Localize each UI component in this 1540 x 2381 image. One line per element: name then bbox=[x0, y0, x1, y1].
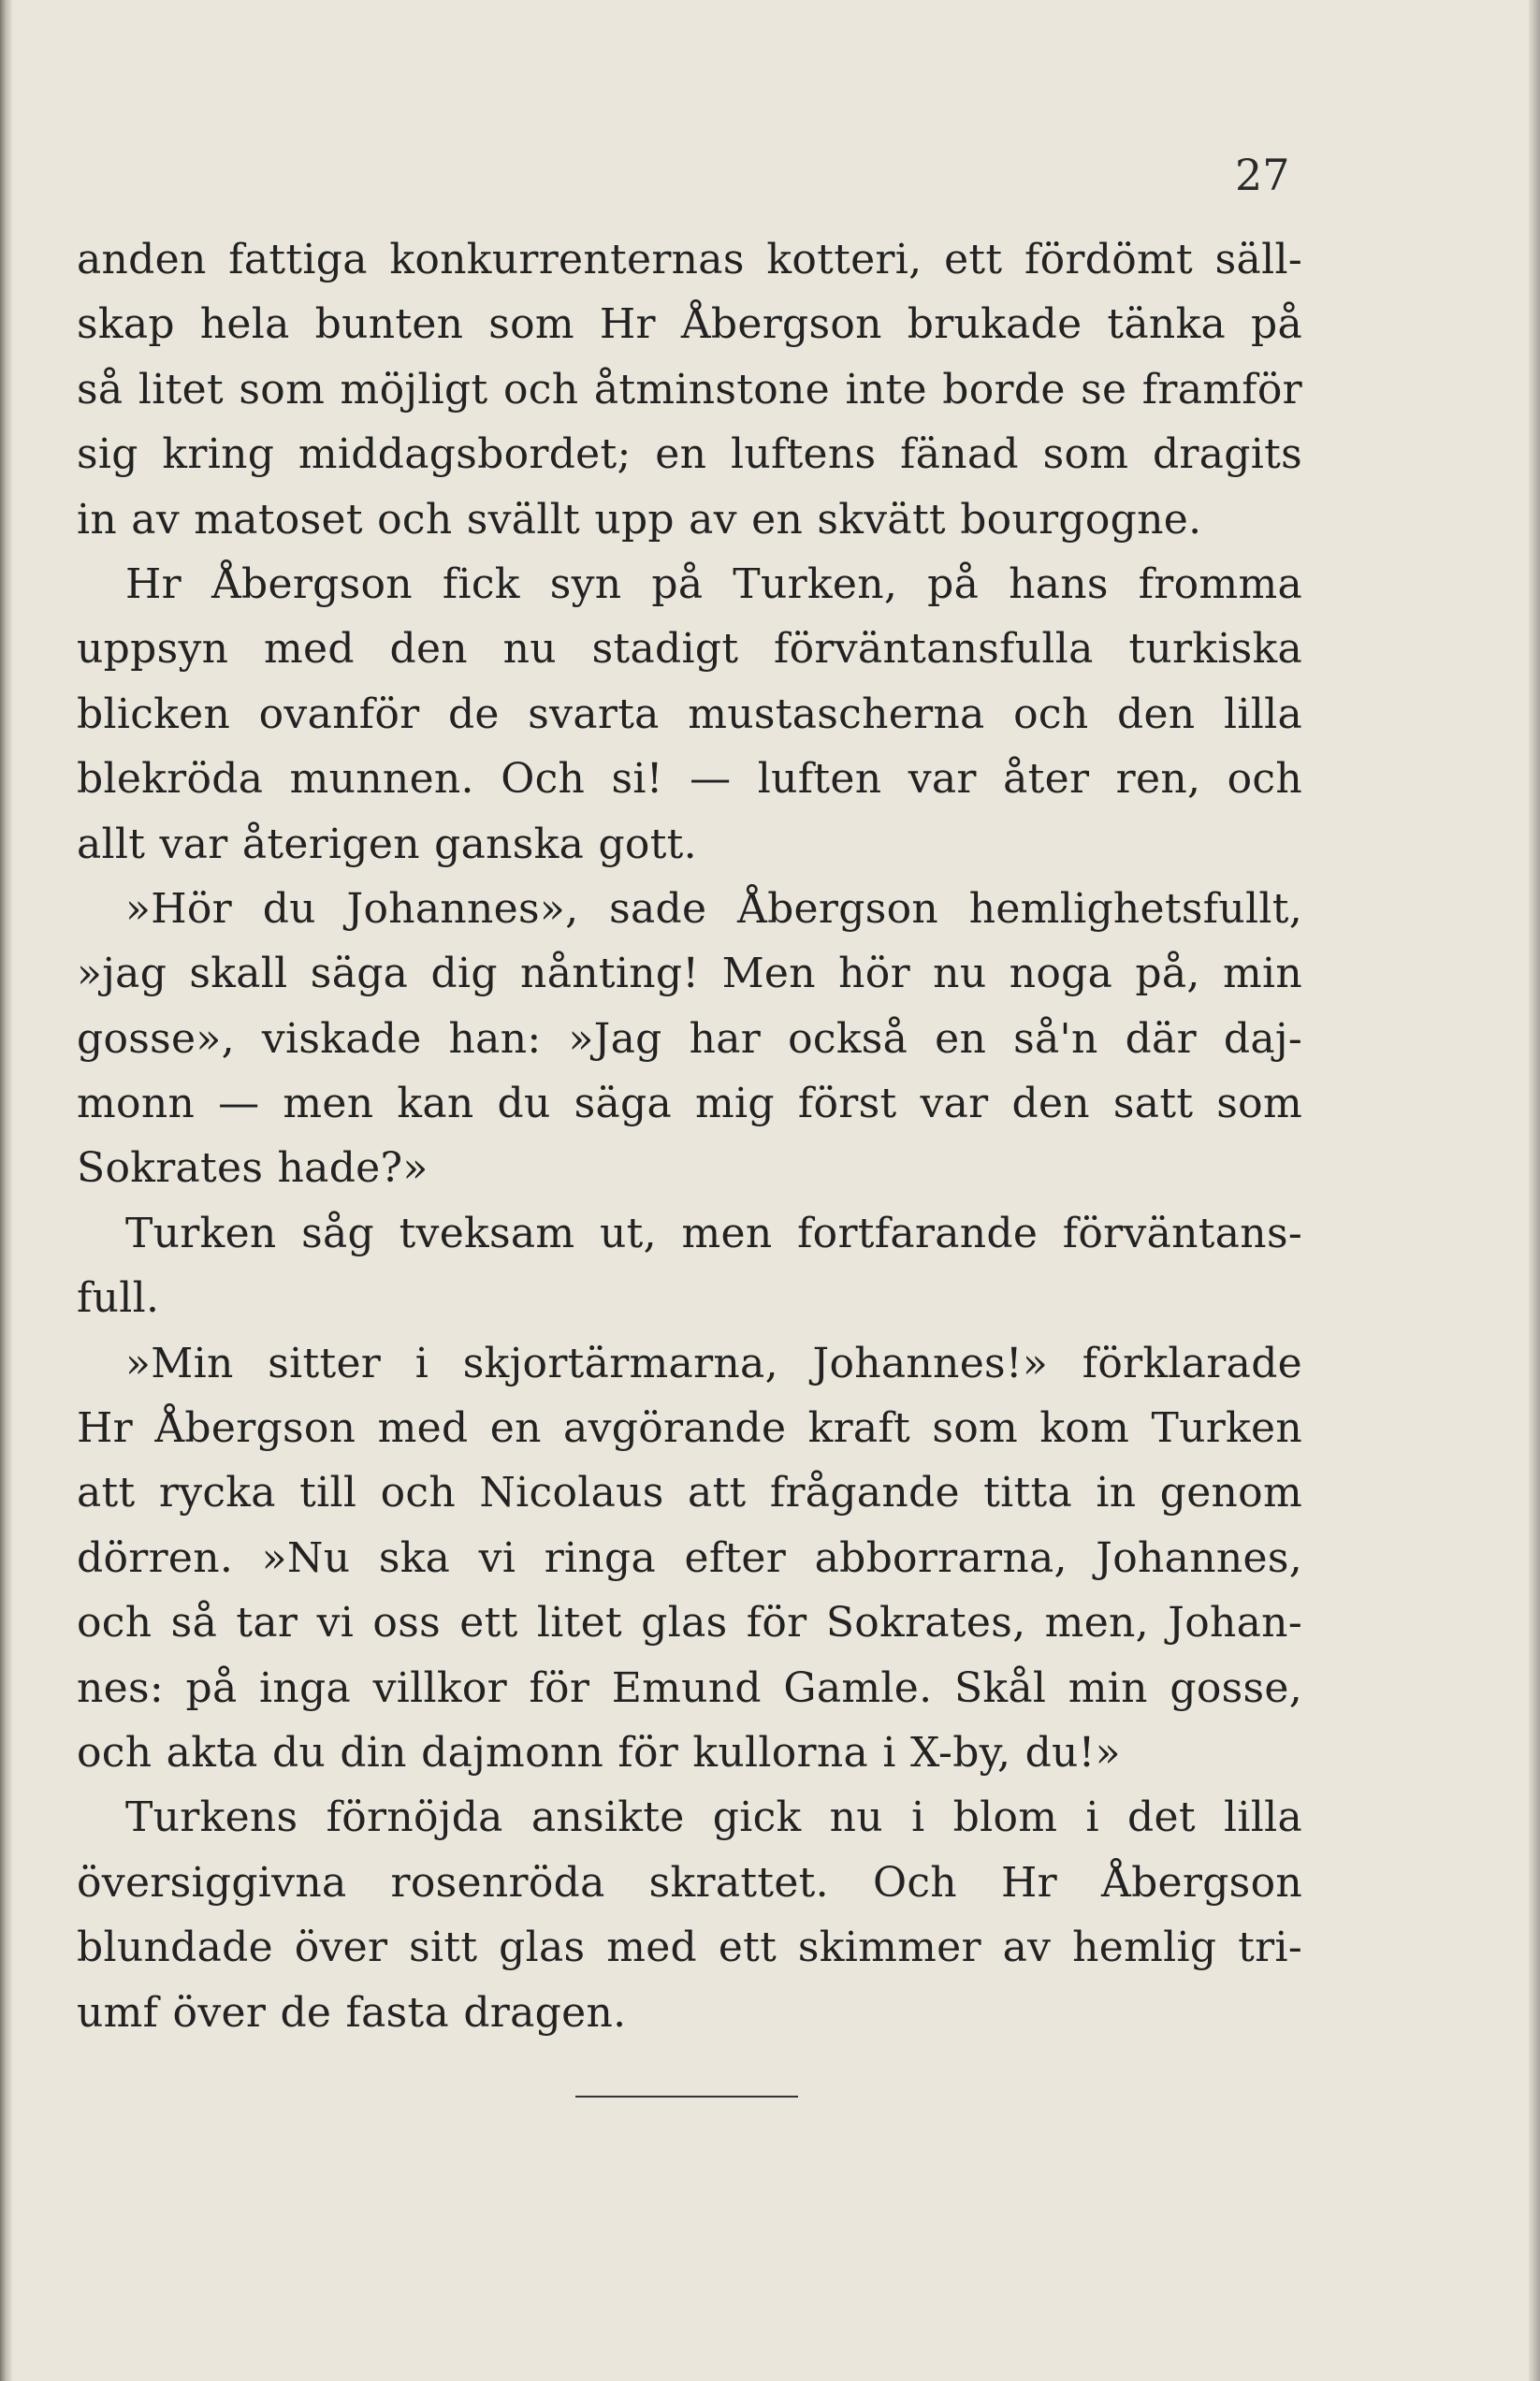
text-line: »jag skall säga dig nånting! Men hör nu noga på, min bbox=[77, 950, 1302, 998]
text-line: blicken ovanför de svarta mustascherna och den lilla bbox=[77, 690, 1302, 738]
text-line: Turkens förnöjda ansikte gick nu i blom i det lilla bbox=[125, 1793, 1302, 1842]
text-line: skap hela bunten som Hr Åbergson brukade tänka på bbox=[77, 300, 1302, 349]
text-line: gosse», viskade han: »Jag har också en så'n där daj- bbox=[77, 1014, 1302, 1063]
text-line: Sokrates hade?» bbox=[77, 1144, 429, 1193]
text-line: uppsyn med den nu stadigt förväntansfulla turkiska bbox=[77, 625, 1302, 674]
text-line: nes: på inga villkor för Emund Gamle. Skål min gosse, bbox=[77, 1663, 1302, 1712]
text-line: anden fattiga konkurrenternas kotteri, ett fördömt säll- bbox=[77, 236, 1302, 283]
text-line: in av matoset och svällt upp av en skvätt bourgogne. bbox=[77, 495, 1202, 544]
text-line: full. bbox=[77, 1274, 160, 1323]
text-line: monn — men kan du säga mig först var den satt som bbox=[77, 1080, 1302, 1128]
section-end-rule bbox=[575, 2096, 798, 2098]
text-line: så litet som möjligt och åtminstone inte borde se framför bbox=[77, 365, 1302, 414]
page-number: 27 bbox=[1235, 150, 1290, 200]
text-line: »Min sitter i skjortärmarna, Johannes!» förklarade bbox=[125, 1339, 1302, 1387]
text-line: och så tar vi oss ett litet glas för Sokrates, men, Johan- bbox=[77, 1599, 1302, 1648]
text-line: sig kring middagsbordet; en luftens fänad som dragits bbox=[77, 430, 1302, 479]
text-line: dörren. »Nu ska vi ringa efter abborrarna, Johannes, bbox=[77, 1533, 1302, 1582]
text-line: Hr Åbergson med en avgörande kraft som kom Turken bbox=[77, 1404, 1302, 1453]
text-line: att rycka till och Nicolaus att frågande titta in genom bbox=[77, 1469, 1302, 1517]
page-edge-shadow-left bbox=[0, 0, 13, 2381]
page-edge-shadow-right bbox=[1529, 0, 1540, 2381]
text-line: Hr Åbergson fick syn på Turken, på hans fromma bbox=[125, 559, 1302, 608]
text-line: blundade över sitt glas med ett skimmer av hemlig tri- bbox=[77, 1924, 1302, 1972]
text-line: och akta du din dajmonn för kullorna i X-by, du!» bbox=[77, 1728, 1121, 1777]
text-line: Turken såg tveksam ut, men fortfarande förväntans- bbox=[125, 1209, 1302, 1257]
text-line: översiggivna rosenröda skrattet. Och Hr Åbergson bbox=[77, 1858, 1302, 1907]
text-line: allt var återigen ganska gott. bbox=[77, 820, 697, 868]
body-text bbox=[77, 227, 1302, 2045]
text-line: umf över de fasta dragen. bbox=[77, 1988, 627, 2037]
text-line: blekröda munnen. Och si! — luften var åter ren, och bbox=[77, 755, 1302, 804]
text-line: »Hör du Johannes», sade Åbergson hemlighetsfullt, bbox=[125, 884, 1302, 933]
